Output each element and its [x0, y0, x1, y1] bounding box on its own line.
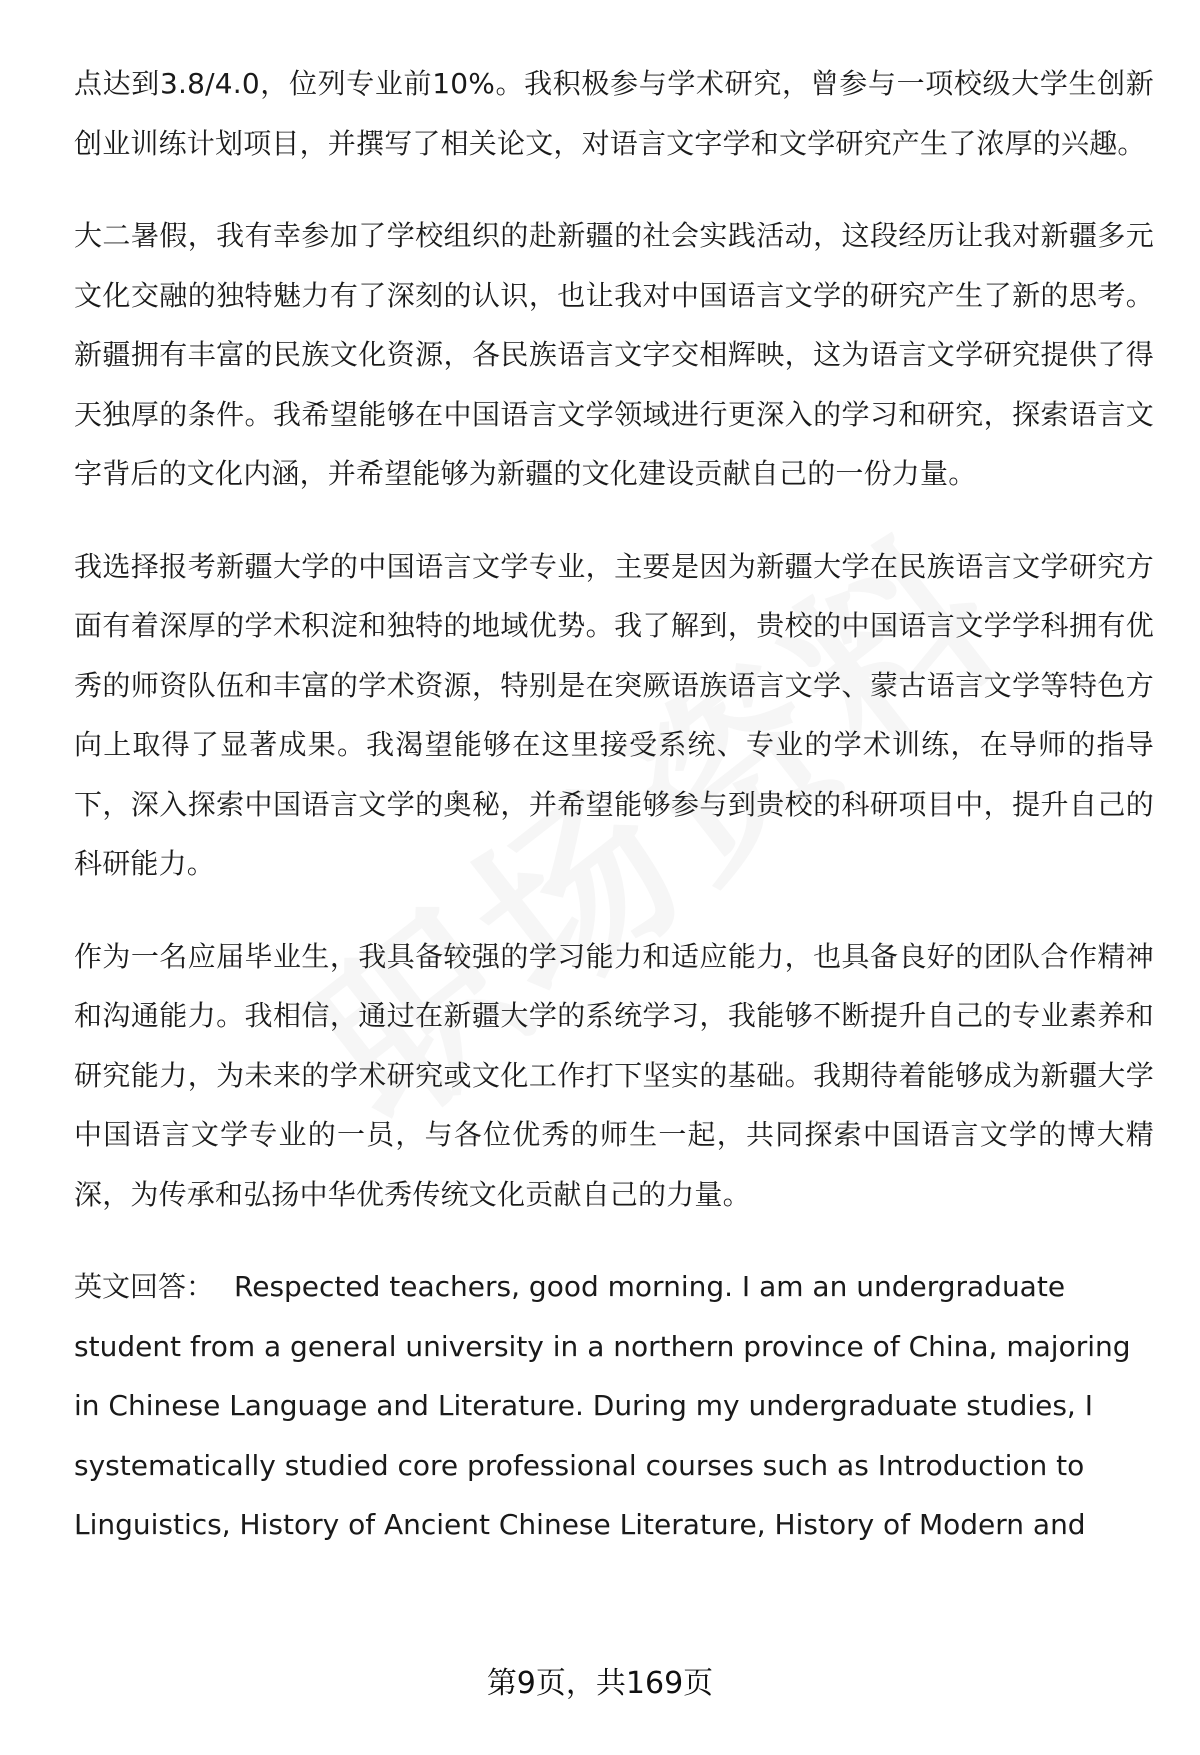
paragraph-3: 我选择报考新疆大学的中国语言文学专业，主要是因为新疆大学在民族语言文学研究方面有着深厚的学术积淀和独特的地域优势。我了解到，贵校的中国语言文学学科拥有优秀的师资队伍和丰富的学术资源，特别是在突厥语族语言文学、蒙古语言文学等特色方向上取得了显著成果。我渴望能够在这里接受系统、专业的学术训练，在导师的指导下，深入探索中国语言文学的奥秘，并希望能够参与到贵校的科研项目中，提升自己的科研能力。 [74, 549, 1154, 880]
paragraph-4: 作为一名应届毕业生，我具备较强的学习能力和适应能力，也具备良好的团队合作精神和沟通能力。我相信，通过在新疆大学的系统学习，我能够不断提升自己的专业素养和研究能力，为未来的学术研究或文化工作打下坚实的基础。我期待着能够成为新疆大学中国语言文学专业的一员，与各位优秀的师生一起，共同探索中国语言文学的博大精深，为传承和弘扬中华优秀传统文化贡献自己的力量。 [74, 939, 1154, 1211]
english-answer-label: 英文回答： [74, 1270, 215, 1303]
document-page [74, 54, 1154, 1588]
english-answer-paragraph [74, 1257, 1154, 1555]
paragraph-2: 大二暑假，我有幸参加了学校组织的赴新疆的社会实践活动，这段经历让我对新疆多元文化交融的独特魅力有了深刻的认识，也让我对中国语言文学的研究产生了新的思考。新疆拥有丰富的民族文化资源，各民族语言文字交相辉映，这为语言文学研究提供了得天独厚的条件。我希望能够在中国语言文学领域进行更深入的学习和研究，探索语言文字背后的文化内涵，并希望能够为新疆的文化建设贡献自己的一份力量。 [74, 219, 1154, 490]
page-number: 第9页，共169页 [486, 1666, 714, 1701]
english-answer-text: Respected teachers, good morning. I am an undergraduate student from a general university in a northern province of China, majoring in Chinese Language and Literature. During my undergraduate studies, I systematically studied core professional courses such as Introduction to Linguistics, History of Ancient Chinese Literature, History of Modern and [74, 1270, 1131, 1541]
paragraph-1: 点达到3.8/4.0，位列专业前10%。我积极参与学术研究，曾参与一项校级大学生创新创业训练计划项目，并撰写了相关论文，对语言文字学和文学研究产生了浓厚的兴趣。 [74, 67, 1154, 160]
